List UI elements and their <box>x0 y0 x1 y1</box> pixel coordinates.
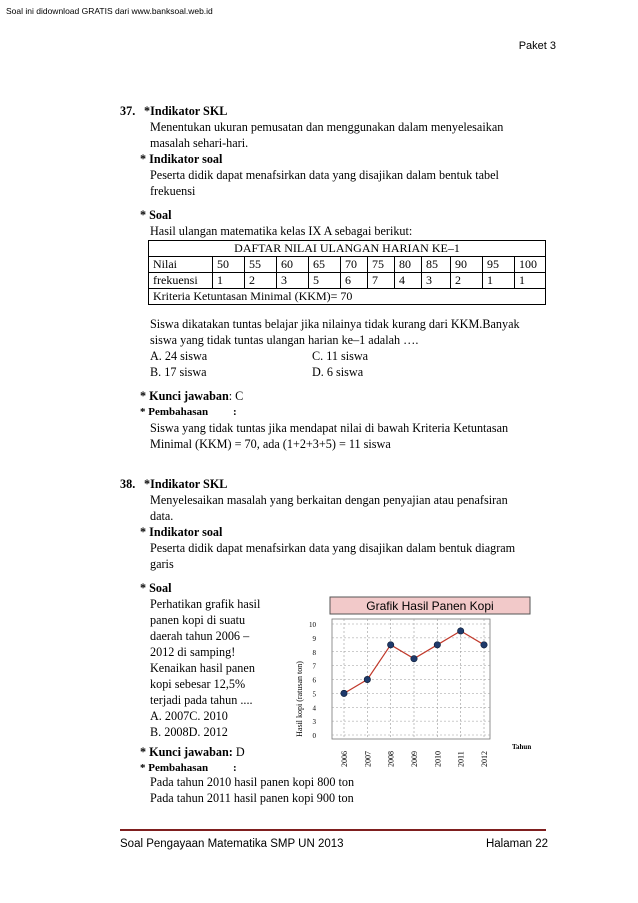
data-point <box>387 642 393 648</box>
q37-kunci <box>140 388 243 404</box>
q38-pembahasan-line2: Pada tahun 2011 hasil panen kopi 900 ton <box>150 791 354 805</box>
x-tick-label: 2006 <box>340 751 349 767</box>
data-point <box>364 676 370 682</box>
q37-skl-line2: masalah sehari-hari. <box>150 136 249 150</box>
q38-skl-line2: data. <box>150 509 174 523</box>
q37-indikator-soal-title: * Indikator soal <box>140 152 223 166</box>
q37-indikator-soal-line1: Peserta didik dapat menafsirkan data yang disajikan dalam bentuk tabel <box>150 168 499 182</box>
frekuensi-cell: 5 <box>309 273 341 289</box>
frekuensi-cell: 3 <box>422 273 451 289</box>
frekuensi-cell: 3 <box>277 273 309 289</box>
q37-skl-title: *Indikator SKL <box>144 104 228 118</box>
q37-kunci-label: * Kunci jawaban <box>140 389 229 403</box>
q38-kunci <box>140 744 245 760</box>
x-axis-label: Tahun <box>512 743 532 751</box>
q37-kunci-value: : C <box>228 389 244 403</box>
x-tick-label: 2010 <box>433 751 443 767</box>
q38-soal-line: daerah tahun 2006 – <box>150 629 250 643</box>
q38-pembahasan-colon: : <box>233 762 237 774</box>
watermark: Soal ini didownload GRATIS dari www.banksoal.web.id <box>6 6 213 16</box>
q37-skl-line1: Menentukan ukuran pemusatan dan menggunakan dalam menyelesaikan <box>150 120 504 134</box>
nilai-table <box>148 240 546 305</box>
frekuensi-cell: 2 <box>451 273 483 289</box>
q38-pembahasan-label: * Pembahasan <box>140 762 209 774</box>
q37-soal-intro: Hasil ulangan matematika kelas IX A sebagai berikut: <box>150 224 413 238</box>
frekuensi-cell: 4 <box>395 273 422 289</box>
y-tick-labels <box>309 621 317 740</box>
data-point <box>411 655 417 661</box>
row-label-nilai: Nilai <box>149 257 213 273</box>
nilai-cell: 100 <box>515 257 546 273</box>
x-tick-label: 2012 <box>480 751 489 767</box>
q38-soal-title: * Soal <box>140 581 172 595</box>
table-title: DAFTAR NILAI ULANGAN HARIAN KE–1 <box>149 241 546 257</box>
q38-number: 38. <box>120 477 136 491</box>
q38-soal-line: Perhatikan grafik hasil <box>150 597 261 611</box>
nilai-cell: 75 <box>368 257 395 273</box>
nilai-cell: 60 <box>277 257 309 273</box>
chart-title: Grafik Hasil Panen Kopi <box>366 599 494 613</box>
nilai-cell: 65 <box>309 257 341 273</box>
data-point <box>481 642 487 648</box>
y-tick-label: 3 <box>312 718 316 727</box>
q38-skl-line1: Menyelesaikan masalah yang berkaitan dengan penyajian atau penafsiran <box>150 493 508 507</box>
footer-page-number: Halaman 22 <box>485 838 548 850</box>
q37-question-line2: siswa yang tidak tuntas ulangan harian ke–1 adalah …. <box>150 333 419 347</box>
y-tick-label: 8 <box>312 648 316 657</box>
frekuensi-cell: 6 <box>341 273 368 289</box>
y-tick-label: 10 <box>309 621 316 629</box>
y-tick-label: 7 <box>312 662 316 671</box>
q37-option-b: B. 17 siswa <box>150 365 207 379</box>
nilai-cell: 90 <box>451 257 483 273</box>
table-row-nilai <box>149 257 546 273</box>
paket-label: Paket 3 <box>518 40 556 52</box>
nilai-cell: 50 <box>213 257 245 273</box>
q37-option-d: D. 6 siswa <box>312 365 364 379</box>
q37-pembahasan-label: * Pembahasan <box>140 406 209 418</box>
row-label-frekuensi: frekuensi <box>149 273 213 289</box>
footer-divider <box>120 829 546 831</box>
y-tick-label: 9 <box>312 634 316 643</box>
q38-soal-line: kopi sebesar 12,5% <box>150 677 246 691</box>
y-tick-label: 5 <box>312 690 316 699</box>
chart-grid <box>332 619 490 739</box>
q38-kunci-label: * Kunci jawaban: <box>140 745 233 759</box>
frekuensi-cell: 1 <box>213 273 245 289</box>
q38-indikator-soal-line1: Peserta didik dapat menafsirkan data yang disajikan dalam bentuk diagram <box>150 541 516 555</box>
q38-skl-title: *Indikator SKL <box>144 477 228 491</box>
q38-kunci-value: D <box>235 745 245 759</box>
q37-option-c: C. 11 siswa <box>312 349 369 363</box>
q37-pembahasan-line2: Minimal (KKM) = 70, ada (1+2+3+5) = 11 siswa <box>150 437 391 451</box>
frekuensi-cell: 1 <box>515 273 546 289</box>
x-tick-label: 2007 <box>363 751 373 767</box>
nilai-cell: 55 <box>245 257 277 273</box>
x-tick-label: 2011 <box>456 751 466 767</box>
plot-area-border <box>332 619 490 739</box>
q38-soal-line: A. 2007C. 2010 <box>150 709 228 723</box>
x-tick-labels <box>340 751 489 767</box>
nilai-cell: 95 <box>483 257 515 273</box>
data-point <box>434 642 440 648</box>
q38-indikator-soal-title: * Indikator soal <box>140 525 223 539</box>
y-tick-label: 0 <box>312 732 316 740</box>
frekuensi-cell: 1 <box>483 273 515 289</box>
frekuensi-cell: 7 <box>368 273 395 289</box>
q37-number: 37. <box>120 104 136 118</box>
frekuensi-cell: 2 <box>245 273 277 289</box>
y-tick-label: 6 <box>312 676 316 685</box>
nilai-cell: 80 <box>395 257 422 273</box>
q37-option-a: A. 24 siswa <box>150 349 208 363</box>
q37-pembahasan-line1: Siswa yang tidak tuntas jika mendapat nilai di bawah Kriteria Ketuntasan <box>150 421 509 435</box>
q38-soal-line: Kenaikan hasil panen <box>150 661 255 675</box>
y-axis-label: Hasil kopi (ratusan ton) <box>295 661 304 737</box>
data-point <box>341 690 347 696</box>
q38-indikator-soal-line2: garis <box>150 557 174 571</box>
q37-soal-title: * Soal <box>140 208 172 222</box>
nilai-cell: 70 <box>341 257 368 273</box>
q37-question-line1: Siswa dikatakan tuntas belajar jika nilainya tidak kurang dari KKM.Banyak <box>150 317 520 331</box>
y-tick-label: 4 <box>312 704 316 713</box>
q37-indikator-soal-line2: frekuensi <box>150 184 196 198</box>
q38-soal-line: 2012 di samping! <box>150 645 236 659</box>
nilai-cell: 85 <box>422 257 451 273</box>
data-point <box>457 628 463 634</box>
q38-soal-line: panen kopi di suatu <box>150 613 246 627</box>
q38-soal-line: B. 2008D. 2012 <box>150 725 228 739</box>
q38-soal-line: terjadi pada tahun .... <box>150 693 253 707</box>
table-row-frekuensi <box>149 273 546 289</box>
x-tick-label: 2008 <box>386 751 396 767</box>
kkm-row: Kriteria Ketuntasan Minimal (KKM)= 70 <box>149 289 546 305</box>
coffee-harvest-line-chart <box>290 592 540 772</box>
footer-title: Soal Pengayaan Matematika SMP UN 2013 <box>120 838 344 850</box>
q37-pembahasan-colon: : <box>233 406 237 418</box>
q38-pembahasan-line1: Pada tahun 2010 hasil panen kopi 800 ton <box>150 775 355 789</box>
x-tick-label: 2009 <box>410 751 419 767</box>
